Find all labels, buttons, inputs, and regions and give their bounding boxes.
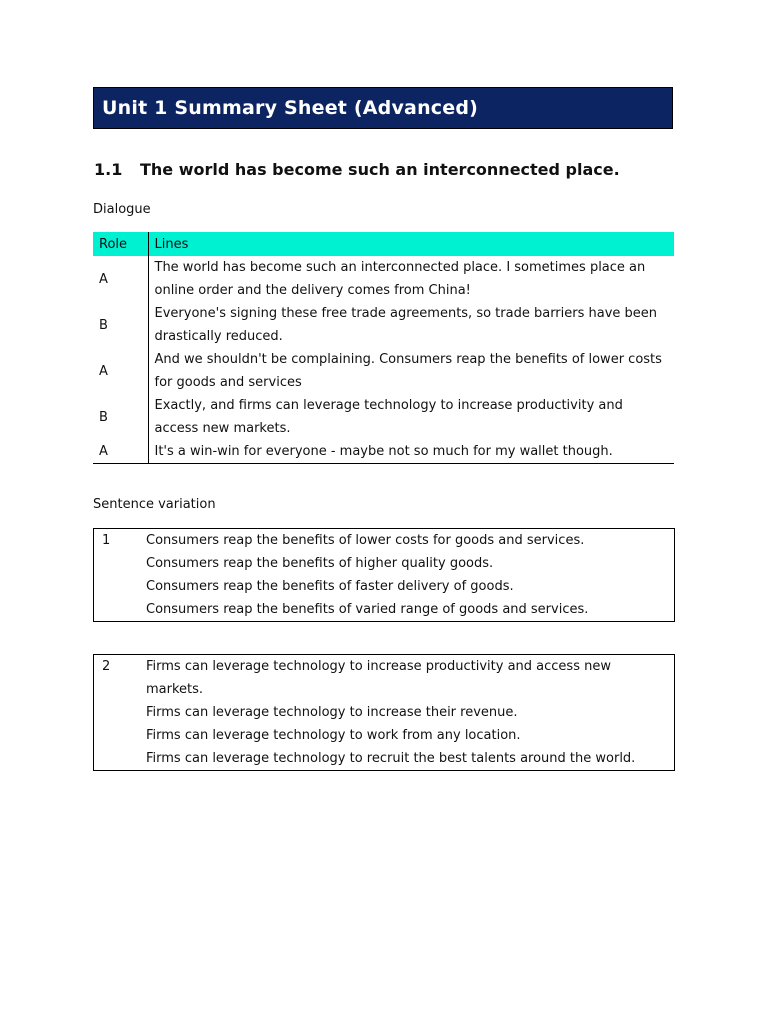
variation-line: Firms can leverage technology to increase their revenue.	[146, 705, 518, 720]
variation-line: Consumers reap the benefits of faster delivery of goods.	[146, 579, 514, 594]
line-cell: Everyone's signing these free trade agreements, so trade barriers have been drastically reduced.	[154, 306, 658, 344]
section-heading	[94, 160, 620, 179]
line-cell: And we shouldn't be complaining. Consumers reap the benefits of lower costs for goods and services	[154, 352, 662, 390]
role-cell: B	[93, 302, 148, 348]
role-cell: A	[93, 256, 148, 302]
variation-lines	[146, 529, 666, 621]
table-row	[93, 348, 674, 394]
dialogue-label: Dialogue	[93, 202, 151, 217]
table-row	[93, 394, 674, 440]
section-number: 1.1	[94, 160, 123, 179]
table-row	[93, 256, 674, 302]
variation-line: Consumers reap the benefits of higher quality goods.	[146, 556, 494, 571]
variation-box-2	[93, 654, 675, 771]
title-banner	[93, 87, 673, 129]
role-cell: A	[93, 440, 148, 464]
variation-line: Consumers reap the benefits of varied range of goods and services.	[146, 602, 589, 617]
table-row	[93, 440, 674, 464]
variation-lines	[146, 655, 666, 770]
sentence-variation-label: Sentence variation	[93, 497, 216, 512]
variation-box-1	[93, 528, 675, 622]
page-title: Unit 1 Summary Sheet (Advanced)	[102, 97, 479, 119]
variation-number: 2	[102, 659, 111, 674]
variation-line: Firms can leverage technology to work from any location.	[146, 728, 521, 743]
line-cell: The world has become such an interconnected place. I sometimes place an online order and the delivery comes from China!	[154, 260, 646, 298]
variation-line: Firms can leverage technology to recruit the best talents around the world.	[146, 751, 636, 766]
dialogue-table	[93, 232, 674, 464]
line-cell: It's a win-win for everyone - maybe not so much for my wallet though.	[148, 440, 674, 464]
role-cell: B	[93, 394, 148, 440]
column-header-lines: Lines	[148, 232, 674, 256]
dialogue-header-row	[93, 232, 674, 256]
section-title: The world has become such an interconnected place.	[140, 160, 620, 179]
variation-number: 1	[102, 533, 111, 548]
column-header-role: Role	[93, 232, 148, 256]
table-row	[93, 302, 674, 348]
variation-line: Firms can leverage technology to increase productivity and access new markets.	[146, 659, 611, 697]
line-cell: Exactly, and firms can leverage technology to increase productivity and access new markets.	[154, 398, 623, 436]
role-cell: A	[93, 348, 148, 394]
variation-line: Consumers reap the benefits of lower costs for goods and services.	[146, 533, 585, 548]
